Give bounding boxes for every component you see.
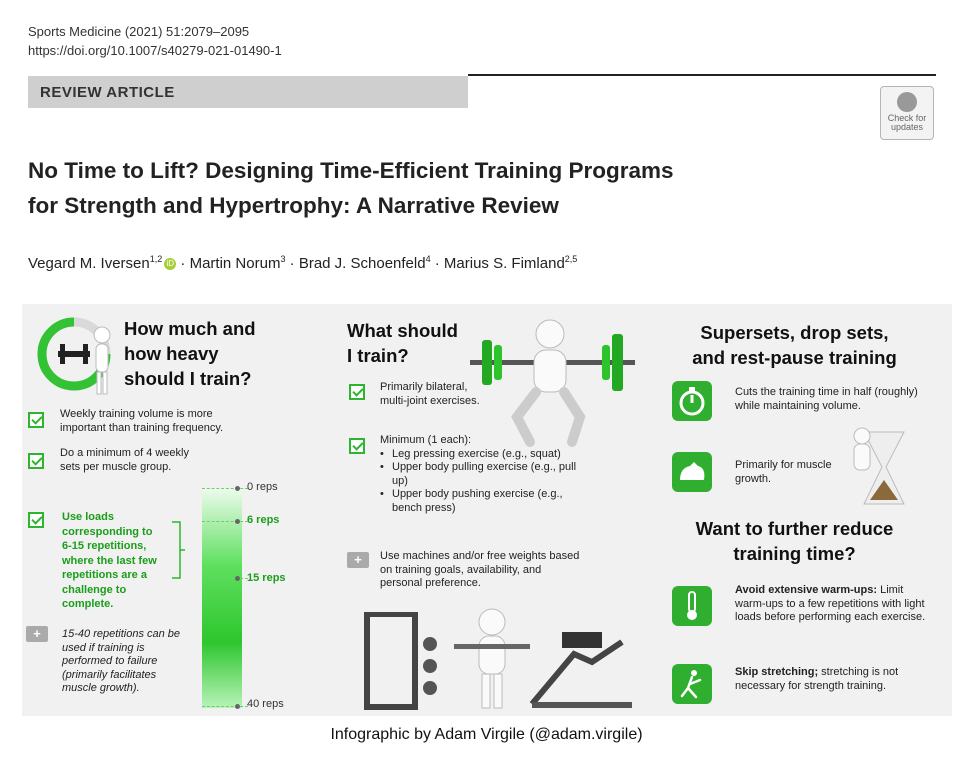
rep-marker bbox=[235, 486, 240, 491]
check-for-updates-button[interactable] bbox=[880, 86, 934, 140]
col3-subheading bbox=[672, 516, 917, 566]
col2-item-exercises: Primarily bilateral, multi-joint exercises. bbox=[380, 381, 480, 407]
article-title bbox=[28, 153, 788, 223]
article-type-label: REVIEW ARTICLE bbox=[40, 84, 175, 101]
person-figure bbox=[90, 326, 114, 396]
col2-item-minimum bbox=[380, 434, 590, 515]
col3-heading bbox=[672, 320, 917, 370]
note-icon: + bbox=[347, 552, 369, 568]
journal-doi: https://doi.org/10.1007/s40279-021-01490-1 bbox=[28, 43, 282, 58]
col3-item-stretching bbox=[735, 666, 900, 693]
range-bracket bbox=[170, 520, 186, 580]
col1-heading-line: How much and bbox=[124, 318, 256, 339]
rep-marker bbox=[235, 519, 240, 524]
author-affiliation: 3 bbox=[280, 254, 286, 264]
author-name: Marius S. Fimland bbox=[443, 255, 565, 272]
checkbox-icon bbox=[349, 384, 365, 400]
col3-subheading-line: Want to further reduce bbox=[695, 518, 894, 539]
check-updates-icon bbox=[897, 92, 917, 112]
col1-heading-line: how heavy bbox=[124, 343, 219, 364]
bullet: • bbox=[380, 461, 384, 473]
rep-tick bbox=[202, 488, 248, 489]
col3-item-time: Cuts the training time in half (roughly) while maintaining volume. bbox=[735, 386, 918, 412]
orcid-icon[interactable]: iD bbox=[164, 258, 176, 270]
author-affiliation: 2,5 bbox=[564, 254, 578, 264]
header-rule bbox=[468, 74, 936, 76]
list-item bbox=[380, 448, 590, 462]
col1-note: 15-40 repetitions can be used if training is performed to failure (primarily facilitates muscle growth). bbox=[62, 628, 181, 694]
thermometer-icon bbox=[672, 586, 712, 626]
check-updates-label: Check for updates bbox=[887, 113, 927, 132]
article-type-banner bbox=[28, 76, 468, 108]
rep-label-0: 0 reps bbox=[247, 481, 278, 493]
rep-marker bbox=[235, 576, 240, 581]
checkbox-icon bbox=[28, 412, 44, 428]
bullet-text: Upper body pushing exercise (e.g., bench press) bbox=[392, 488, 563, 514]
stretching-text: stretching is not necessary for strength training. bbox=[735, 666, 899, 692]
author-affiliation: 1,2 bbox=[149, 254, 163, 264]
col2-heading bbox=[347, 318, 458, 368]
bullet: • bbox=[380, 488, 384, 500]
stretching-bold: Skip stretching; bbox=[735, 666, 819, 678]
rep-marker bbox=[235, 704, 240, 709]
col3-subheading-line: training time? bbox=[733, 543, 856, 564]
list-item bbox=[380, 488, 590, 515]
col3-heading-line: and rest-pause training bbox=[692, 347, 897, 368]
col2-minimum-title: Minimum (1 each): bbox=[380, 434, 472, 446]
hourglass-figure bbox=[834, 422, 914, 512]
bullet: • bbox=[380, 447, 384, 460]
author-affiliation: 4 bbox=[425, 254, 431, 264]
rep-label-6: 6 reps bbox=[247, 514, 280, 526]
col2-heading-line: What should bbox=[347, 320, 458, 341]
title-line-2: for Strength and Hypertrophy: A Narrative Review bbox=[28, 193, 559, 218]
flexed-arm-icon bbox=[672, 452, 712, 492]
rep-tick bbox=[202, 521, 248, 522]
col2-note: Use machines and/or free weights based on training goals, availability, and personal preference. bbox=[380, 550, 580, 589]
author-name: Vegard M. Iversen bbox=[28, 255, 150, 272]
author-name: Martin Norum bbox=[189, 255, 281, 272]
checkbox-icon bbox=[28, 512, 44, 528]
col1-item-loads: Use loads corresponding to 6-15 repetitions, where the last few repetitions are a challenge to complete. bbox=[62, 511, 157, 610]
list-item bbox=[380, 461, 590, 488]
col1-heading bbox=[124, 316, 256, 391]
author-name: Brad J. Schoenfeld bbox=[298, 255, 426, 272]
rep-label-15: 15 reps bbox=[247, 572, 286, 584]
col1-item-volume: Weekly training volume is more important than training frequency. bbox=[60, 408, 224, 434]
journal-citation: Sports Medicine (2021) 51:2079–2095 bbox=[28, 24, 250, 39]
rep-tick bbox=[202, 578, 248, 579]
title-line-1: No Time to Lift? Designing Time-Efficient Training Programs bbox=[28, 158, 674, 183]
col3-item-growth: Primarily for muscle growth. bbox=[735, 459, 832, 485]
rep-label-40: 40 reps bbox=[247, 698, 284, 710]
col1-item-sets: Do a minimum of 4 weekly sets per muscle group. bbox=[60, 447, 189, 473]
col3-item-warmup bbox=[735, 584, 935, 625]
infographic bbox=[22, 304, 952, 716]
col3-heading-line: Supersets, drop sets, bbox=[700, 322, 889, 343]
infographic-caption: Infographic by Adam Virgile (@adam.virgile) bbox=[330, 726, 643, 743]
author-list: Vegard M. Iversen$^{1,2}$ iD · Martin Norum$^3$ · Brad J. Schoenfeld$^4$ · Marius S. Fimland$^{2,5}$ bbox=[28, 254, 578, 272]
col2-heading-line: I train? bbox=[347, 345, 409, 366]
warmup-bold: Avoid extensive warm-ups: bbox=[735, 584, 878, 596]
bullet-text: Leg pressing exercise (e.g., squat) bbox=[392, 447, 561, 460]
note-icon: + bbox=[26, 626, 48, 642]
rep-tick bbox=[202, 706, 248, 707]
checkbox-icon bbox=[349, 438, 365, 454]
bullet-text: Upper body pulling exercise (e.g., pull up) bbox=[392, 461, 577, 487]
col1-heading-line: should I train? bbox=[124, 368, 252, 389]
journal-header bbox=[28, 22, 282, 60]
checkbox-icon bbox=[28, 453, 44, 469]
warmup-text: Limit warm-ups to a few repetitions with light loads before performing each exercise. bbox=[735, 584, 926, 623]
stretching-icon bbox=[672, 664, 712, 704]
gym-equipment-figure bbox=[352, 604, 652, 712]
stopwatch-icon bbox=[672, 381, 712, 421]
